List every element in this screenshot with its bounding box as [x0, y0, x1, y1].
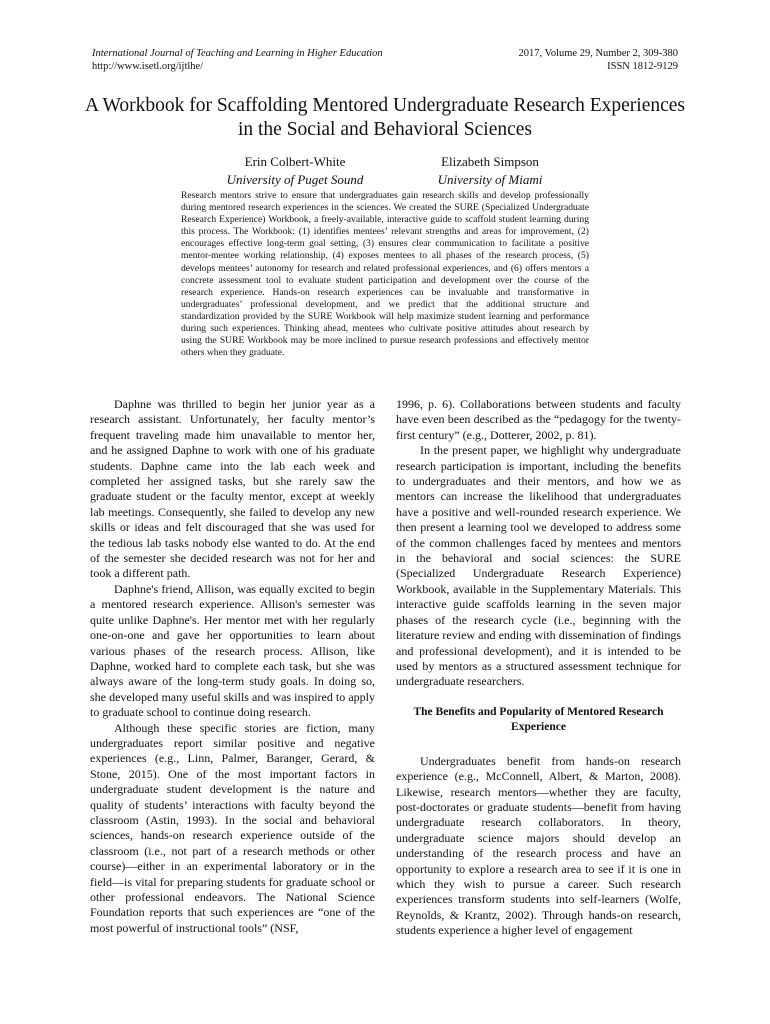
author-2 — [395, 153, 585, 189]
journal-url: http://www.isetl.org/ijtlhe/ — [92, 61, 204, 72]
body-column-left — [90, 397, 375, 936]
paragraph: Daphne's friend, Allison, was equally excited to begin a mentored research experience. Allison's semester was quite unlike Daphne's. Her mentor met with her regularly one-on-one and gave her opportunities to learn about various phases of the research process. Allison, like Daphne, worked hard to complete each task, but she was always aware of the long-term study goals. In doing so, she developed many useful skills and was inspired to apply to graduate school to continue doing research. — [90, 581, 375, 720]
paragraph: Undergraduates benefit from hands-on research experience (e.g., McConnell, Albert, & Marton, 2008). Likewise, research mentors—whether they are faculty, post-doctorates or graduate students—benefit from having undergraduate research collaborators. In theory, undergraduate science majors should develop an understanding of the research process and have an opportunity to explore a research area to see if it is one in which they wish to pursue a career. Such research experiences transform students into self-learners (Wolfe, Reynolds, & Krantz, 2002). Through hands-on research, students experience a higher level of engagement — [396, 753, 681, 938]
issn: ISSN 1812-9129 — [607, 61, 678, 72]
section-heading: The Benefits and Popularity of Mentored Research Experience — [413, 705, 664, 733]
author-name: Elizabeth Simpson — [441, 154, 539, 169]
author-affiliation: University of Puget Sound — [226, 172, 364, 187]
paragraph: Daphne was thrilled to begin her junior year as a research assistant. Unfortunately, her faculty mentor’s frequent traveling made him unavailable to mentor her, and he assigned Daphne to work with one of his graduate students. Daphne came into the lab each week and completed her assigned tasks, but she rarely saw the graduate student or the faculty mentor, except at weekly lab meetings. Consequently, she failed to develop any new skills or ideas and felt discouraged that she was used for the tedious lab tasks nobody else wanted to do. At the end of the semester she decided research was not for her and took a different path. — [90, 397, 375, 581]
paper-title: A Workbook for Scaffolding Mentored Undergraduate Research Experiences in the Social and Behavioral Sciences — [84, 95, 686, 140]
paragraph: 1996, p. 6). Collaborations between students and faculty have even been described as the “pedagogy for the twenty-first century” (e.g., Dotterer, 2002, p. 81). — [396, 397, 681, 442]
abstract: Research mentors strive to ensure that undergraduates gain research skills and develop professionally during mentored research experiences in the sciences. We created the SURE (Specialized Undergraduate Research Experience) Workbook, a freely-available, interactive guide to scaffold student learning during this process. The Workbook: (1) identifies mentees’ relevant strengths and areas for improvement, (2) encourages effective long-term goal setting, (3) ensures clear communication to facilitate a positive mentor-mentee working relationship, (4) exposes mentees to all phases of the research process, (5) develops mentees’ autonomy for research and related professional experiences, and (6) offers mentors a concrete assessment tool to evaluate student participation and development over the course of the research experience. Hands-on research experiences can be invaluable and transformative in undergraduates’ professional development, and we predict that the additional structure and standardization provided by the SURE Workbook will help maximize student learning and performance during such experiences. Thinking ahead, mentees who cultivate positive attitudes about research by using the SURE Workbook may be more inclined to pursue research professions and effectively mentor others when they graduate. — [181, 190, 589, 359]
running-header-left — [92, 47, 383, 73]
volume-info: 2017, Volume 29, Number 2, 309-380 — [518, 48, 678, 59]
paragraph: In the present paper, we highlight why undergraduate research participation is important, including the benefits to undergraduates and their mentors, and how we as mentors can increase the likelihood that undergraduates have a positive and well-rounded research experience. We then present a learning tool we developed to address some of the common challenges faced by mentees and mentors in the behavioral and social sciences: the SURE (Specialized Undergraduate Research Experience) Workbook, available in the Supplementary Materials. This interactive guide scaffolds learning in the seven major phases of the research cycle (i.e., beginning with the literature review and ending with dissemination of findings and professional development), and it is intended to be used by mentors as a structured assessment technique for undergraduate researchers. — [396, 443, 681, 689]
author-name: Erin Colbert-White — [244, 154, 346, 169]
paragraph: Although these specific stories are fiction, many undergraduates report similar positive and negative experiences (e.g., Linn, Palmer, Baranger, Gerard, & Stone, 2015). One of the most important factors in undergraduate student development is the nature and quality of students’ interactions with faculty beyond the classroom (Astin, 1993). In the social and behavioral sciences, hands-on research experience outside of the classroom (i.e., not part of a research methods or other course)—either in an experimental laboratory or in the field—is vital for preparing students for graduate school or other professional endeavors. The National Science Foundation reports that such experiences are “one of the most powerful of instructional tools” (NSF, — [90, 720, 375, 935]
journal-name: International Journal of Teaching and Learning in Higher Education — [92, 48, 383, 59]
running-header-right — [519, 47, 678, 73]
author-1 — [200, 153, 390, 189]
body-column-right — [396, 397, 681, 939]
author-affiliation: University of Miami — [437, 172, 543, 187]
